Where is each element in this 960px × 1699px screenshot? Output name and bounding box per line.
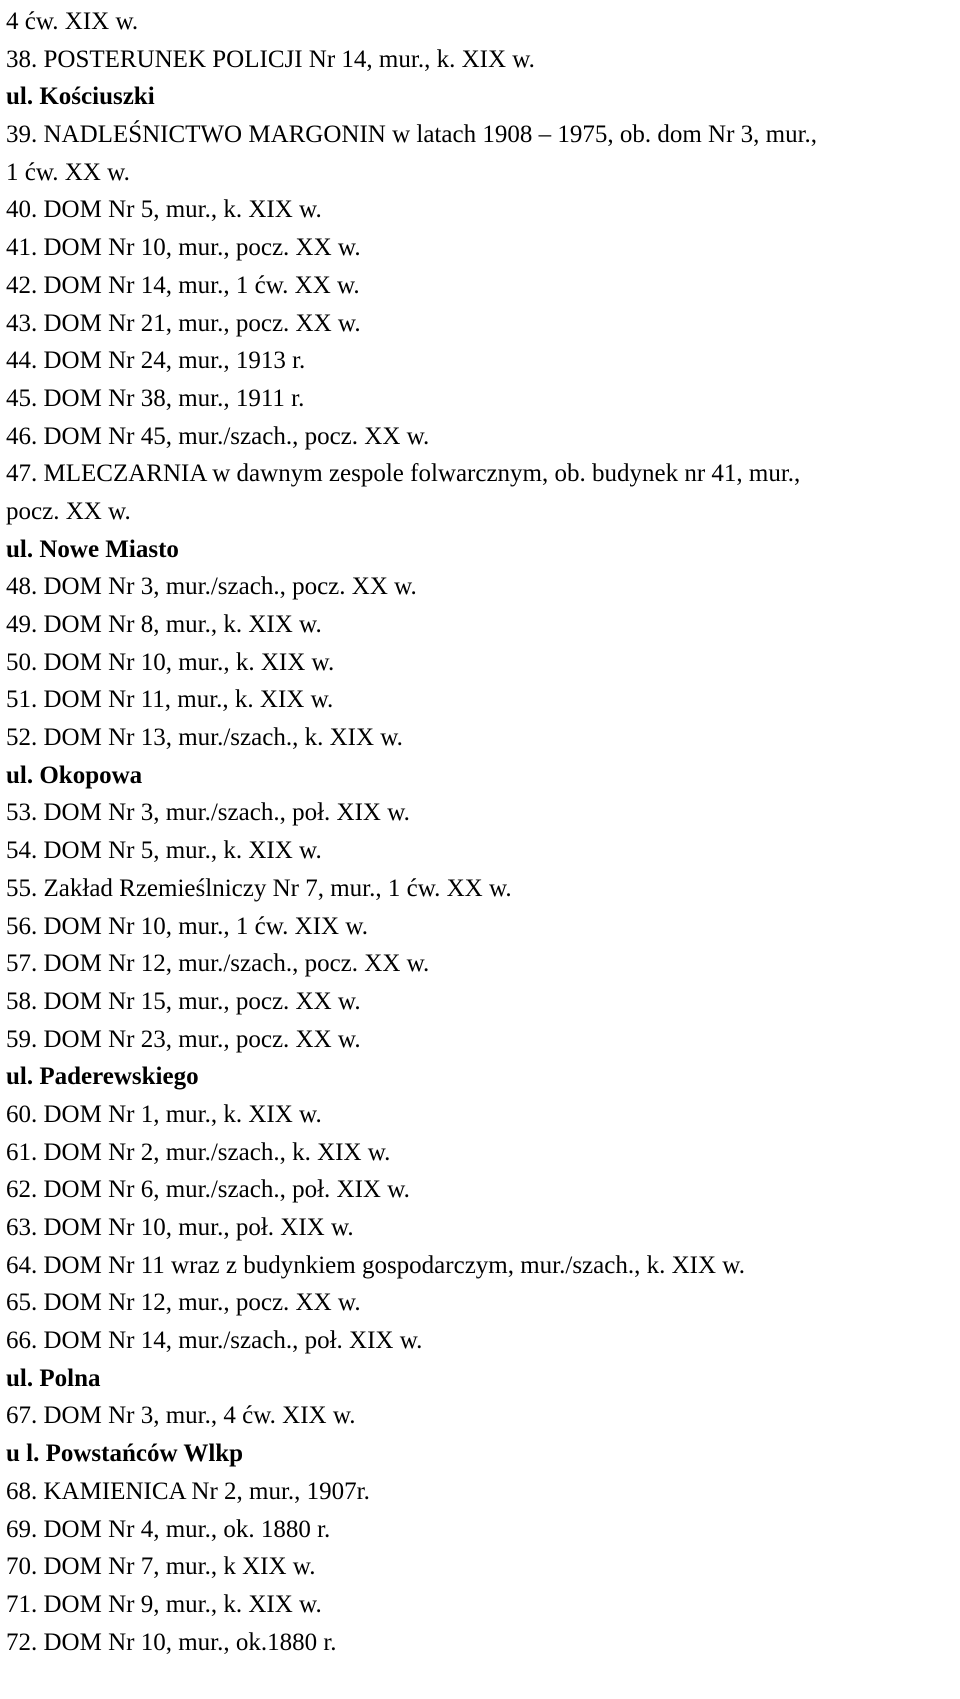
monument-entry: 63. DOM Nr 10, mur., poł. XIX w.: [6, 1214, 354, 1241]
monument-entry: 48. DOM Nr 3, mur./szach., pocz. XX w.: [6, 573, 417, 601]
street-heading: ul. Polna: [6, 1364, 101, 1392]
monument-entry: 47. MLECZARNIA w dawnym zespole folwarcznym, ob. budynek nr 41, mur.,: [6, 460, 801, 488]
monument-entry: 57. DOM Nr 12, mur./szach., pocz. XX w.: [6, 950, 430, 978]
monument-entry: 67. DOM Nr 3, mur., 4 ćw. XIX w.: [6, 1402, 356, 1430]
street-heading: u l. Powstańców Wlkp: [6, 1440, 244, 1468]
monument-entry: 69. DOM Nr 4, mur., ok. 1880 r.: [6, 1515, 331, 1543]
monument-entry: 60. DOM Nr 1, mur., k. XIX w.: [6, 1100, 322, 1128]
monument-entry: 41. DOM Nr 10, mur., pocz. XX w.: [6, 234, 361, 262]
monument-entry: 54. DOM Nr 5, mur., k. XIX w.: [6, 837, 322, 865]
monument-entry: 59. DOM Nr 23, mur., pocz. XX w.: [6, 1025, 361, 1053]
monument-entry: 68. KAMIENICA Nr 2, mur., 1907r.: [6, 1477, 370, 1505]
monument-entry: 45. DOM Nr 38, mur., 1911 r.: [6, 384, 305, 412]
monument-entry: 1 ćw. XX w.: [6, 158, 130, 186]
street-heading: ul. Kościuszki: [6, 83, 155, 111]
street-heading: ul. Nowe Miasto: [6, 535, 179, 563]
monument-entry: 44. DOM Nr 24, mur., 1913 r.: [6, 347, 306, 375]
monument-entry: 4 ćw. XIX w.: [6, 8, 139, 35]
monument-entry: 46. DOM Nr 45, mur./szach., pocz. XX w.: [6, 422, 430, 450]
monument-entry: 38. POSTERUNEK POLICJI Nr 14, mur., k. XIX w.: [6, 45, 535, 73]
monument-entry: 51. DOM Nr 11, mur., k. XIX w.: [6, 686, 334, 714]
monument-entry: 70. DOM Nr 7, mur., k XIX w.: [6, 1553, 316, 1581]
monument-entry: 49. DOM Nr 8, mur., k. XIX w.: [6, 611, 322, 638]
monument-entry: 66. DOM Nr 14, mur./szach., poł. XIX w.: [6, 1327, 423, 1355]
monument-entry: 52. DOM Nr 13, mur./szach., k. XIX w.: [6, 724, 403, 752]
monument-entry: 65. DOM Nr 12, mur., pocz. XX w.: [6, 1289, 361, 1317]
monument-entry: 43. DOM Nr 21, mur., pocz. XX w.: [6, 309, 361, 337]
monument-entry: 61. DOM Nr 2, mur./szach., k. XIX w.: [6, 1138, 391, 1166]
monument-entry: 56. DOM Nr 10, mur., 1 ćw. XIX w.: [6, 912, 368, 940]
monument-entry: 72. DOM Nr 10, mur., ok.1880 r.: [6, 1628, 337, 1656]
monument-entry: 71. DOM Nr 9, mur., k. XIX w.: [6, 1590, 322, 1618]
monument-entry: 42. DOM Nr 14, mur., 1 ćw. XX w.: [6, 271, 360, 299]
document-page: [6, 3, 951, 1661]
monument-entry: 50. DOM Nr 10, mur., k. XIX w.: [6, 648, 335, 676]
street-heading: ul. Paderewskiego: [6, 1063, 199, 1091]
monument-entry: 53. DOM Nr 3, mur./szach., poł. XIX w.: [6, 799, 410, 827]
monument-entry: 58. DOM Nr 15, mur., pocz. XX w.: [6, 987, 361, 1015]
monument-entry: 39. NADLEŚNICTWO MARGONIN w latach 1908 – 1975, ob. dom Nr 3, mur.,: [6, 121, 818, 149]
document-body: [6, 3, 951, 1661]
monument-entry: 64. DOM Nr 11 wraz z budynkiem gospodarczym, mur./szach., k. XIX w.: [6, 1251, 745, 1279]
monument-entry: 62. DOM Nr 6, mur./szach., poł. XIX w.: [6, 1176, 410, 1204]
street-heading: ul. Okopowa: [6, 761, 143, 789]
monument-entry: pocz. XX w.: [6, 497, 131, 525]
monument-entry: 55. Zakład Rzemieślniczy Nr 7, mur., 1 ćw. XX w.: [6, 874, 512, 902]
monument-entry: 40. DOM Nr 5, mur., k. XIX w.: [6, 196, 322, 224]
